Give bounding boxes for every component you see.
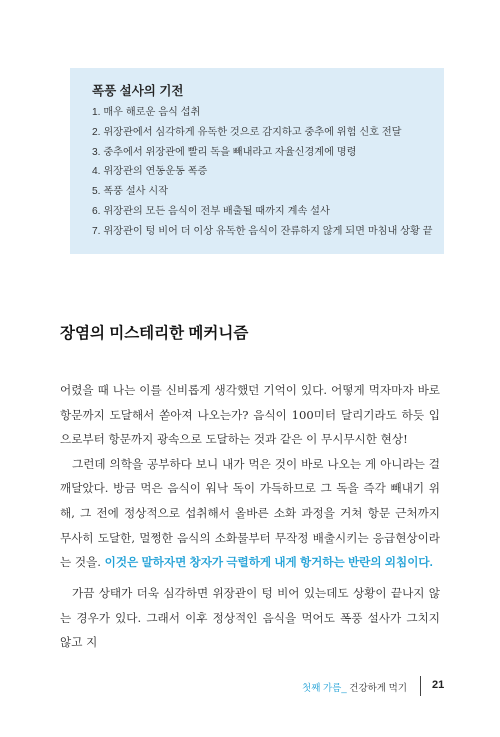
list-item: 1. 매우 해로운 음식 섭취 bbox=[92, 107, 201, 118]
list-item: 2. 위장관에서 심각하게 유독한 것으로 감지하고 중추에 위험 신호 전달 bbox=[92, 126, 402, 138]
section-title: 장염의 미스테리한 메커니즘 bbox=[60, 325, 249, 342]
list-item: 6. 위장관의 모든 음식이 전부 배출될 때까지 계속 설사 bbox=[92, 205, 330, 217]
paragraph-2 bbox=[60, 452, 440, 576]
body-text-block-2 bbox=[60, 581, 440, 655]
page-footer bbox=[0, 676, 500, 696]
chapter-title: 건강하게 먹기 bbox=[346, 683, 407, 694]
footer-divider bbox=[420, 676, 421, 696]
paragraph-1: 어렸을 때 나는 이를 신비롭게 생각했던 기억이 있다. 어떻게 먹자마자 바로 항문까지 도달해서 쏟아져 나오는가? 음식이 100미터 달리기라도 하듯 입으로부터 항문까지 광속으로 도달하는 것과 같은 이 무시무시한 현상! bbox=[60, 383, 440, 447]
summary-box-list bbox=[92, 103, 433, 242]
summary-box-title: 폭풍 설사의 기전 bbox=[92, 84, 184, 98]
page-number: 21 bbox=[432, 679, 445, 691]
summary-box bbox=[70, 68, 444, 254]
list-item: 3. 중추에서 위장관에 빨리 독을 빼내라고 자율신경계에 명령 bbox=[92, 146, 357, 158]
paragraph-3: 가끔 상태가 더욱 심각하면 위장관이 텅 비어 있는데도 상황이 끝나지 않는 경우가 있다. 그래서 이후 정상적인 음식을 먹어도 폭풍 설사가 그치지 않고 지 bbox=[60, 586, 440, 650]
running-header bbox=[302, 680, 407, 694]
highlighted-sentence: 이것은 말하자면 창자가 극렬하게 내게 항거하는 반란의 외침이다. bbox=[104, 556, 433, 570]
list-item: 5. 폭풍 설사 시작 bbox=[92, 186, 169, 198]
list-item: 7. 위장관이 텅 비어 더 이상 유독한 음식이 잔류하지 않게 되면 마침내 상황 끝 bbox=[92, 225, 433, 237]
chapter-label: 첫째 가름_ bbox=[302, 683, 347, 694]
paragraph-2-text: 그런데 의학을 공부하다 보니 내가 먹은 것이 바로 나오는 게 아니라는 걸 깨달았다. 방금 먹은 음식이 워낙 독이 가득하므로 그 독을 즉각 빼내기 위해, 그 전에 정상적으로 섭취해서 올바른 소화 과정을 거쳐 항문 근처까지 무사히 도달한, 멀쩡한 음식의 소화물부터 무작정 배출시키는 응급현상이라는 것을. bbox=[60, 456, 440, 570]
list-item: 4. 위장관의 연동운동 폭증 bbox=[92, 166, 208, 178]
body-text-block-1 bbox=[60, 378, 440, 576]
